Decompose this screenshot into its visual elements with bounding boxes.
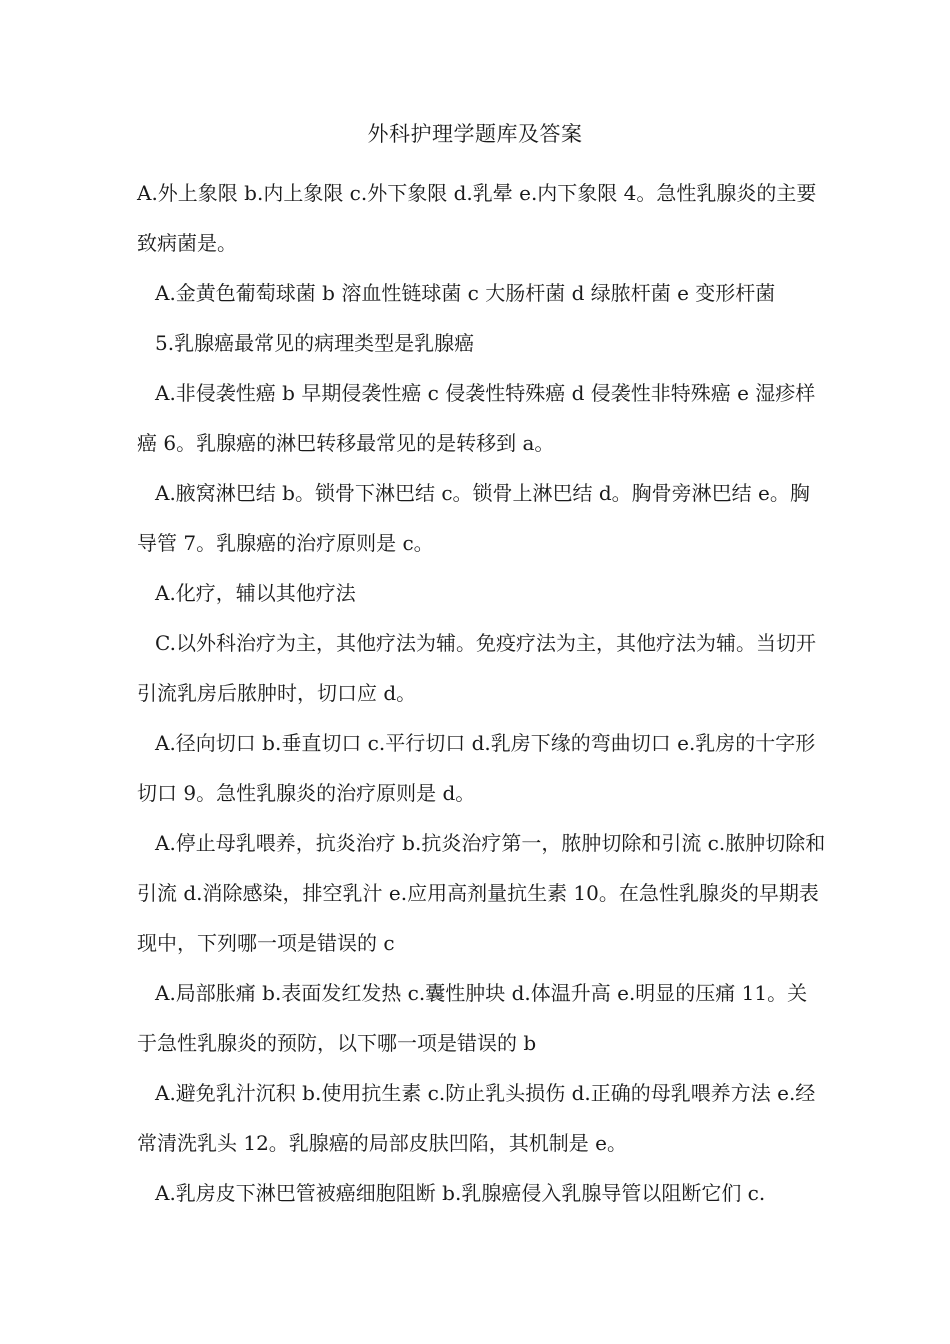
paragraph: C.以外科治疗为主，其他疗法为辅。免疫疗法为主，其他疗法为辅。当切开引流乳房后脓肿时，切口应 d。 [137, 631, 816, 705]
paragraph: A.避免乳汁沉积 b.使用抗生素 c.防止乳头损伤 d.正确的母乳喂养方法 e.经常清洗乳头 12。乳腺癌的局部皮肤凹陷，其机制是 e。 [137, 1081, 816, 1155]
document-body [137, 168, 827, 1218]
paragraph: A.停止母乳喂养，抗炎治疗 b.抗炎治疗第一，脓肿切除和引流 c.脓肿切除和引流 d.消除感染，排空乳汁 e.应用高剂量抗生素 10。在急性乳腺炎的早期表现中，下列哪一项是错误的 c [137, 831, 826, 955]
paragraph: A.非侵袭性癌 b 早期侵袭性癌 c 侵袭性特殊癌 d 侵袭性非特殊癌 e 湿疹样癌 6。乳腺癌的淋巴转移最常见的是转移到 a。 [137, 381, 816, 455]
document-title: 外科护理学题库及答案 [367, 122, 583, 146]
paragraph: A.外上象限 b.内上象限 c.外下象限 d.乳晕 e.内下象限 4。急性乳腺炎的主要致病菌是。 [137, 181, 817, 255]
paragraph: 5.乳腺癌最常见的病理类型是乳腺癌 [155, 331, 475, 355]
paragraph: A.径向切口 b.垂直切口 c.平行切口 d.乳房下缘的弯曲切口 e.乳房的十字形切口 9。急性乳腺炎的治疗原则是 d。 [137, 731, 816, 805]
paragraph: A.化疗，辅以其他疗法 [155, 581, 356, 605]
paragraph: A.局部胀痛 b.表面发红发热 c.囊性肿块 d.体温升高 e.明显的压痛 11。关于急性乳腺炎的预防，以下哪一项是错误的 b [137, 981, 808, 1055]
paragraph: A.腋窝淋巴结 b。锁骨下淋巴结 c。锁骨上淋巴结 d。胸骨旁淋巴结 e。胸导管 7。乳腺癌的治疗原则是 c。 [137, 481, 810, 555]
paragraph: A.乳房皮下淋巴管被癌细胞阻断 b.乳腺癌侵入乳腺导管以阻断它们 c. [155, 1181, 766, 1205]
paragraph: A.金黄色葡萄球菌 b 溶血性链球菌 c 大肠杆菌 d 绿脓杆菌 e 变形杆菌 [155, 281, 776, 305]
